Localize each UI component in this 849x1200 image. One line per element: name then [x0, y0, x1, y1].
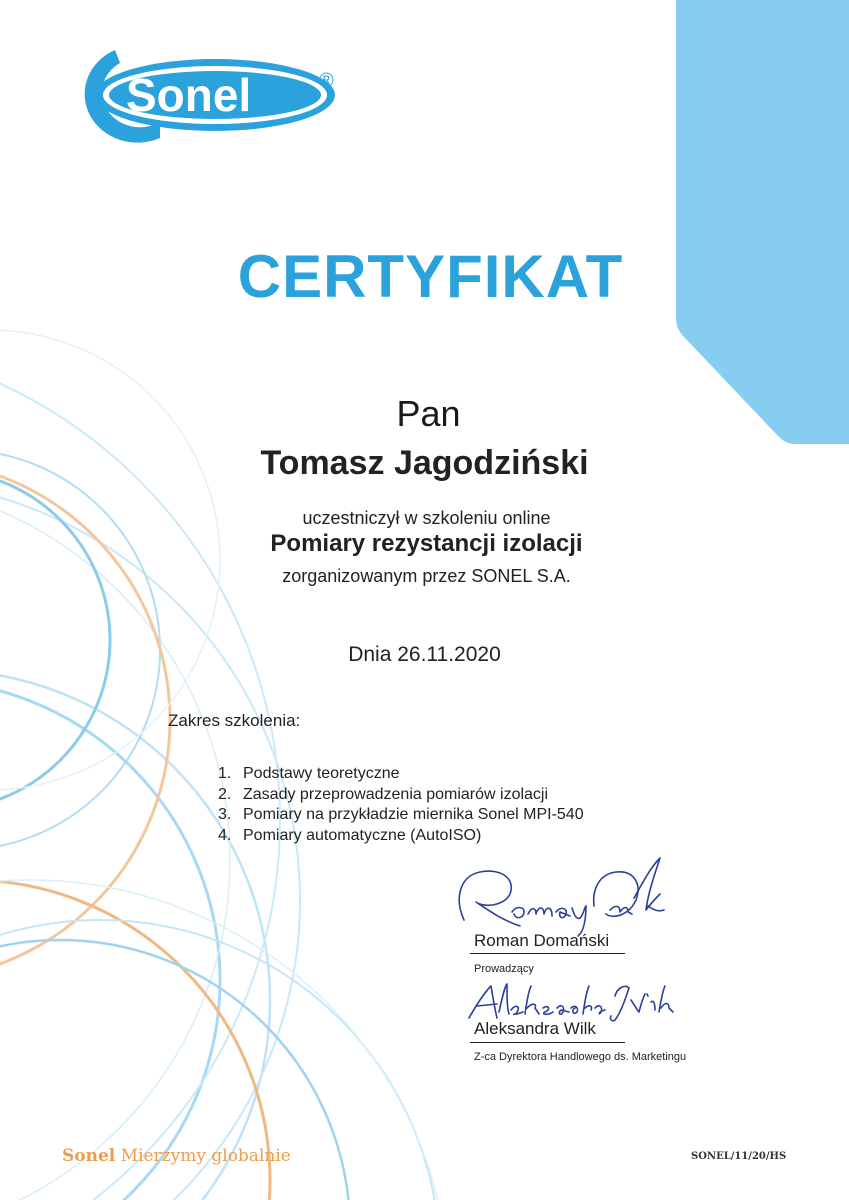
scope-item	[218, 805, 584, 826]
signature-roman-domanski	[450, 848, 675, 938]
sonel-logo	[60, 40, 350, 150]
signatory-name: Aleksandra Wilk	[474, 1019, 596, 1038]
scope-item-number: 1.	[218, 765, 232, 782]
certificate-date: Dnia 26.11.2020	[348, 643, 501, 666]
scope-item-text: Zasady przeprowadzenia pomiarów izolacji	[243, 785, 549, 803]
scope-item-number: 3.	[218, 806, 232, 823]
scope-item-number: 4.	[218, 826, 232, 844]
scope-item	[218, 785, 584, 806]
scope-item-text: Pomiary automatyczne (AutoISO)	[243, 826, 482, 844]
scope-item-text: Podstawy teoretyczne	[243, 765, 400, 782]
document-code: SONEL/11/20/HS	[691, 1151, 787, 1162]
registered-mark: ®	[319, 70, 334, 92]
footer-brand	[62, 1146, 291, 1166]
organizer-line: zorganizowanym przez SONEL S.A.	[282, 566, 571, 586]
footer-slogan: Mierzymy globalnie	[120, 1146, 291, 1166]
scope-item	[218, 826, 584, 847]
scope-label: Zakres szkolenia:	[168, 711, 301, 730]
salutation: Pan	[396, 393, 461, 434]
signatory-role: Z-ca Dyrektora Handlowego ds. Marketingu	[474, 1051, 687, 1063]
certificate-title: CERTYFIKAT	[237, 243, 624, 310]
signature-line	[470, 1042, 625, 1043]
footer-brand-name: Sonel	[62, 1146, 116, 1166]
course-name: Pomiary rezystancji izolacji	[270, 530, 583, 557]
signatory-role: Prowadzący	[474, 963, 534, 975]
signature-line	[470, 953, 625, 954]
scope-item-text: Pomiary na przykładzie miernika Sonel MPI-540	[243, 806, 584, 823]
logo-wordmark: Sonel	[126, 69, 252, 121]
scope-list	[218, 764, 584, 846]
scope-item	[218, 764, 584, 785]
course-intro: uczestniczył w szkoleniu online	[302, 508, 551, 528]
signatory-name: Roman Domański	[474, 931, 610, 950]
scope-item-number: 2.	[218, 785, 232, 803]
recipient-name: Tomasz Jagodziński	[260, 444, 589, 482]
